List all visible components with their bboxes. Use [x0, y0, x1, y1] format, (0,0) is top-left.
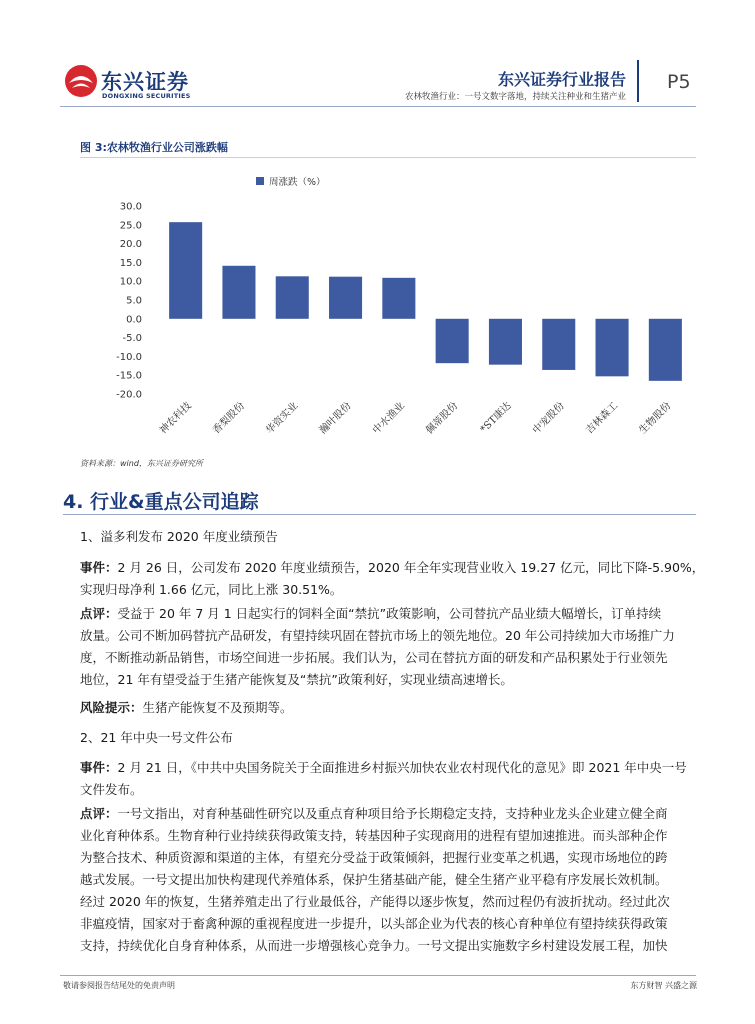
comment-line: 放量。公司不断加码替抗产品研发，有望持续巩固在替抗市场上的领先地位。20 年公司持续加大市场推广力	[80, 628, 675, 643]
page-header	[0, 0, 755, 110]
event-line: 文件发布。	[80, 782, 143, 797]
item-2-heading: 2、21 年中央一号文件公布	[80, 730, 233, 745]
bar-chart	[80, 168, 696, 458]
header-vertical-divider	[637, 60, 639, 102]
report-type: 东兴证券行业报告	[497, 70, 626, 89]
item-1-heading: 1、溢多利发布 2020 年度业绩预告	[80, 529, 278, 544]
bar	[649, 319, 682, 381]
x-tick-label: 生物股份	[637, 400, 674, 437]
comment-line: 非瘟疫情，国家对于畜禽种源的重视程度进一步提升，以头部企业为代表的核心育种单位有望持续获得政策	[80, 916, 668, 931]
bar	[489, 319, 522, 365]
report-subtitle: 农林牧渔行业：一号文数字落地，持续关注种业和生猪产业	[404, 92, 626, 102]
event-line: 2 月 26 日，公司发布 2020 年度业绩预告，2020 年全年实现营业收入 19.27 亿元，同比下降-5.90%，	[117, 560, 705, 575]
legend-swatch	[256, 177, 264, 185]
item-1-event	[80, 557, 705, 601]
x-tick-label: 华资实业	[264, 400, 301, 437]
bar	[222, 266, 255, 319]
legend-label: 周涨跌（%）	[269, 177, 326, 188]
comment-label: 点评：	[80, 606, 118, 621]
comment-line: 支持，持续优化自身育种体系，从而进一步增强核心竞争力。一号文提出实施数字乡村建设发展工程，加快	[80, 938, 668, 953]
figure-caption: 图 3:农林牧渔行业公司涨跌幅	[80, 141, 228, 154]
y-tick-label: 5.0	[126, 295, 142, 307]
event-label: 事件：	[80, 560, 118, 575]
comment-line: 业化育种体系。生物育种行业持续获得政策支持，转基因种子实现商用的进程有望加速推进。而头部种企作	[80, 828, 668, 843]
y-tick-label: -15.0	[116, 370, 142, 382]
section-rule	[63, 514, 696, 515]
y-tick-label: 10.0	[119, 276, 142, 288]
x-tick-label: 佩蒂股份	[424, 400, 461, 437]
bar	[542, 319, 575, 370]
page-number: P5	[667, 71, 691, 93]
comment-line: 为整合技术、种质资源和渠道的主体，有望充分受益于政策倾斜，把握行业变革之机遇，实现市场地位的跨	[80, 850, 668, 865]
y-tick-label: 20.0	[119, 239, 142, 251]
comment-line: 度，不断推动新品销售，市场空间进一步拓展。我们认为，公司在替抗方面的研发和产品积累处于行业领先	[80, 650, 668, 665]
comment-label: 点评：	[80, 806, 118, 821]
item-2-comment	[80, 803, 696, 957]
x-tick-label: 香梨股份	[211, 400, 248, 437]
x-tick-label: 吉林森工	[584, 400, 621, 437]
header-rule	[60, 106, 696, 107]
item-2-event	[80, 757, 696, 801]
bar	[436, 319, 469, 363]
figure-source: 资料来源：wind，东兴证券研究所	[80, 459, 203, 468]
y-tick-label: 0.0	[126, 314, 142, 326]
logo-name-en: DONGXING SECURITIES	[102, 92, 191, 100]
event-line: 实现归母净利 1.66 亿元，同比上涨 30.51%。	[80, 582, 343, 597]
risk-label: 风险提示：	[80, 700, 143, 715]
x-tick-label: 瀚叶股份	[317, 400, 354, 437]
company-logo-icon	[63, 63, 99, 99]
comment-line: 越式发展。一号文提出加快构建现代养殖体系，保护生猪基础产能，健全生猪产业平稳有序发展长效机制。	[80, 872, 668, 887]
y-tick-label: 30.0	[119, 201, 142, 213]
comment-line: 一号文指出，对育种基础性研究以及重点育种项目给予长期稳定支持，支持种业龙头企业建立健全商	[117, 806, 668, 821]
section-title: 4. 行业&重点公司追踪	[63, 491, 259, 513]
comment-line: 地位，21 年有望受益于生猪产能恢复及“禁抗”政策利好，实现业绩高速增长。	[80, 672, 513, 687]
y-tick-label: -5.0	[122, 333, 142, 345]
item-1-risk	[80, 697, 696, 719]
bar	[596, 319, 629, 377]
bar	[329, 277, 362, 319]
bar	[382, 278, 415, 319]
y-tick-label: -10.0	[116, 351, 142, 363]
y-tick-label: 25.0	[119, 220, 142, 232]
bar	[169, 222, 202, 319]
y-tick-label: 15.0	[119, 257, 142, 269]
item-1-comment	[80, 603, 696, 691]
footer-disclaimer: 敬请参阅报告结尾处的免责声明	[63, 981, 175, 990]
bar	[276, 276, 309, 318]
footer-slogan: 东方财智 兴盛之源	[630, 981, 697, 990]
event-line: 2 月 21 日，《中共中央国务院关于全面推进乡村振兴加快农业农村现代化的意见》即 2021 年中央一号	[117, 760, 687, 775]
footer-rule	[60, 975, 696, 976]
figure-caption-rule	[80, 157, 696, 158]
x-tick-label: 中水渔业	[370, 400, 407, 437]
y-tick-label: -20.0	[116, 389, 142, 401]
comment-line: 受益于 20 年 7 月 1 日起实行的饲料全面“禁抗”政策影响，公司替抗产品业绩大幅增长，订单持续	[117, 606, 662, 621]
comment-line: 经过 2020 年的恢复，生猪养殖走出了行业最低谷，产能得以逐步恢复，然而过程仍有波折扰动。经过此次	[80, 894, 670, 909]
event-label: 事件：	[80, 760, 118, 775]
logo-name-cn: 东兴证券	[101, 70, 189, 94]
x-tick-label: 中宠股份	[530, 400, 567, 437]
x-tick-label: 神农科技	[157, 400, 194, 437]
risk-text: 生猪产能恢复不及预期等。	[142, 700, 293, 715]
x-tick-label: *ST康达	[478, 400, 514, 436]
